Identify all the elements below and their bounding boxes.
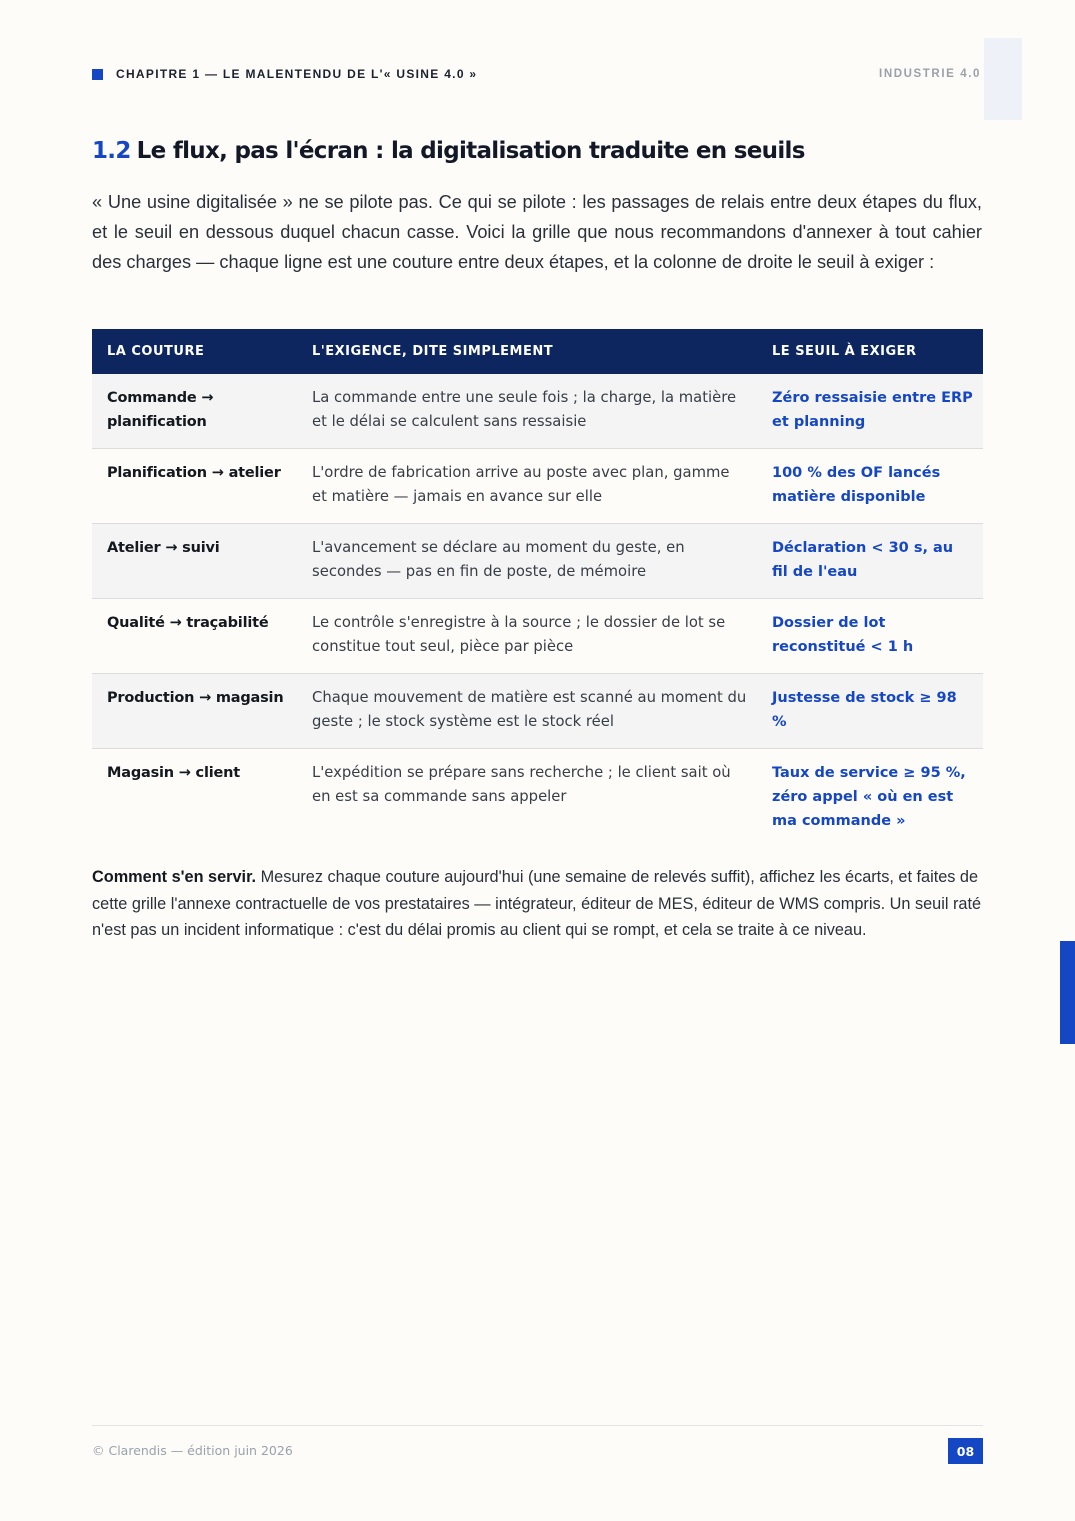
usage-text: Mesurez chaque couture aujourd'hui (une semaine de relevés suffit), affichez les écarts, et faites de cette grille l'annexe contractuelle de vos prestataires — intégrateur, éditeur de MES, éditeur de WMS compris. Un seuil raté n'est pas un incident informatique : c'est du délai promis au client qui se rompt, et cela se traite à ce niveau.: [92, 868, 982, 940]
chapter-title: CHAPITRE 1 — LE MALENTENDU DE L'« USINE 4.0 »: [116, 67, 478, 81]
table-row: [92, 524, 983, 599]
cell-couture: Commande → planification: [92, 374, 297, 449]
cell-couture: Magasin → client: [107, 765, 240, 781]
cell-seuil: 100 % des OF lancés matière disponible: [757, 449, 983, 524]
cell-exigence: L'ordre de fabrication arrive au poste avec plan, gamme et matière — jamais en avance sur elle: [297, 449, 757, 524]
footer-divider: [92, 1425, 983, 1426]
cell-exigence: Le contrôle s'enregistre à la source ; le dossier de lot se constitue tout seul, pièce par pièce: [297, 599, 757, 674]
section-title: Le flux, pas l'écran : la digitalisation traduite en seuils: [136, 138, 805, 164]
table-row: [92, 374, 983, 449]
section-number: 1.2: [92, 138, 131, 164]
table-header-row: [92, 329, 983, 374]
header-exigence: L'EXIGENCE, DITE SIMPLEMENT: [297, 329, 757, 374]
footer-copyright: © Clarendis — édition juin 2026: [92, 1443, 293, 1458]
cell-seuil: Justesse de stock ≥ 98 %: [757, 674, 983, 749]
cell-couture: Atelier → suivi: [92, 524, 297, 599]
cell-seuil: Taux de service ≥ 95 %, zéro appel « où en est ma commande »: [772, 765, 966, 829]
table-row: [92, 749, 983, 848]
usage-paragraph: [92, 864, 982, 944]
cell-exigence: La commande entre une seule fois ; la charge, la matière et le délai se calculent sans ressaisie: [297, 374, 757, 449]
cell-seuil: Zéro ressaisie entre ERP et planning: [757, 374, 983, 449]
chapter-number-decoration: [984, 38, 1022, 120]
header-seuil: LE SEUIL À EXIGER: [757, 329, 983, 374]
header-couture: LA COUTURE: [92, 329, 297, 374]
intro-paragraph: « Une usine digitalisée » ne se pilote pas. Ce qui se pilote : les passages de relais entre deux étapes du flux, et le seuil en dessous duquel chacun casse. Voici la grille que nous recommandons d'annexer à tout cahier des charges — chaque ligne est une couture entre deux étapes, et la colonne de droite le seuil à exiger :: [92, 192, 982, 272]
table-row: [92, 449, 983, 524]
table-row: [92, 674, 983, 749]
usage-lead: Comment s'en servir.: [92, 868, 257, 886]
section-heading: [92, 138, 805, 164]
cell-seuil: Déclaration < 30 s, au fil de l'eau: [757, 524, 983, 599]
table-row: [92, 599, 983, 674]
running-header: [92, 67, 477, 81]
header-section-label: INDUSTRIE 4.0: [879, 68, 981, 80]
page-number: 08: [948, 1438, 983, 1464]
cell-couture: Planification → atelier: [92, 449, 297, 524]
cell-seuil: Dossier de lot reconstitué < 1 h: [757, 599, 983, 674]
cell-couture: Production → magasin: [92, 674, 297, 749]
cell-couture: Qualité → traçabilité: [92, 599, 297, 674]
cell-exigence: Chaque mouvement de matière est scanné au moment du geste ; le stock système est le stock réel: [297, 674, 757, 749]
header-square-icon: [92, 69, 103, 80]
cell-exigence: L'expédition se prépare sans recherche ; le client sait où en est sa commande sans appeler: [312, 764, 731, 805]
chapter-side-tab: [1060, 941, 1075, 1044]
thresholds-table: [92, 329, 983, 847]
cell-exigence: L'avancement se déclare au moment du geste, en secondes — pas en fin de poste, de mémoire: [297, 524, 757, 599]
